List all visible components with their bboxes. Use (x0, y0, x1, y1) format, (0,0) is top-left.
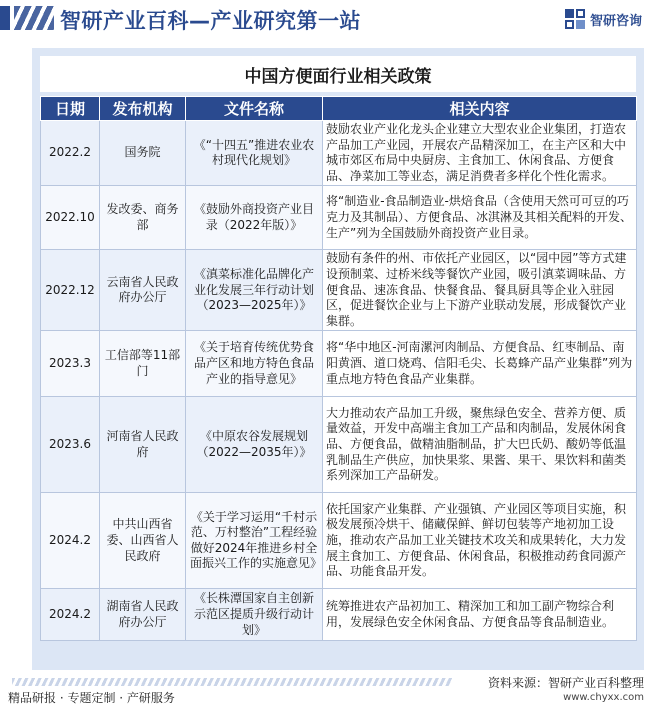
cell-date: 2023.3 (41, 331, 100, 397)
table-row (41, 493, 637, 589)
footer (0, 674, 652, 706)
site-title: 智研产业百科—产业研究第一站 (60, 9, 361, 33)
cell-date: 2022.2 (41, 121, 100, 186)
cell-org: 中共山西省委、山西省人民政府 (100, 493, 186, 589)
table-header-row (41, 97, 637, 121)
data-source: 资料来源：智研产业百科整理 (487, 676, 644, 690)
brand-logo (565, 9, 642, 29)
cell-date: 2022.10 (41, 186, 100, 250)
table-row (41, 397, 637, 493)
cell-org: 云南省人民政府办公厅 (100, 250, 186, 331)
cell-org: 湖南省人民政府办公厅 (100, 589, 186, 641)
cell-doc: 《关于培育传统优势食品产区和地方特色食品产业的指导意见》 (186, 331, 323, 397)
cell-content: 依托国家产业集群、产业强镇、产业园区等项目实施，积极发展预冷烘干、储藏保鲜、鲜切包装等产地初加工设施，推动农产品加工业关键技术攻关和成果转化，大力发展主食加工、方便食品、休闲食品，积极推动药食同源产品、功能食品开发。 (323, 493, 637, 589)
cell-date: 2024.2 (41, 589, 100, 641)
brand-logo-icon (565, 9, 585, 29)
cell-content: 鼓励农业产业化龙头企业建立大型农业企业集团，打造农产品加工产业园，开展农产品精深加工，在主产区和大中城市郊区布局中央厨房、主食加工、休闲食品、方便食品、净菜加工等业态，满足消费者多样化个性化需求。 (323, 121, 637, 186)
header-stripes (14, 6, 54, 30)
cell-date: 2022.12 (41, 250, 100, 331)
table-row (41, 589, 637, 641)
cell-doc: 《“十四五”推进农业农村现代化规划》 (186, 121, 323, 186)
cell-date: 2024.2 (41, 493, 100, 589)
header-bar (0, 0, 652, 40)
table-row (41, 331, 637, 397)
cell-org: 国务院 (100, 121, 186, 186)
column-header-org: 发布机构 (100, 97, 186, 121)
policy-table (40, 96, 637, 641)
footer-stripes (12, 678, 452, 686)
cell-doc: 《滇菜标准化品牌化产业化发展三年行动计划（2023—2025年）》 (186, 250, 323, 331)
table-title: 中国方便面行业相关政策 (40, 56, 636, 92)
footer-services: 精品研报 · 专题定制 · 产研服务 (8, 691, 175, 705)
cell-content: 鼓励有条件的州、市依托产业园区，以“园中园”等方式建设预制菜、过桥米线等餐饮产业园，吸引滇菜调味品、方便食品、速冻食品、快餐食品、餐具厨具等企业入驻园区，促进餐饮企业与上下游产业联动发展，形成餐饮产业集群。 (323, 250, 637, 331)
brand-name: 智研咨询 (589, 13, 642, 29)
cell-org: 河南省人民政府 (100, 397, 186, 493)
cell-content: 将“华中地区-河南漯河肉制品、方便食品、红枣制品、南阳黄酒、道口烧鸡、信阳毛尖、长葛蜂产品产业集群”列为重点地方特色食品产业集群。 (323, 331, 637, 397)
table-row (41, 186, 637, 250)
header-accent-bar (0, 6, 10, 30)
cell-doc: 《鼓励外商投资产业目录（2022年版）》 (186, 186, 323, 250)
cell-org: 发改委、商务部 (100, 186, 186, 250)
column-header-doc: 文件名称 (186, 97, 323, 121)
cell-org: 工信部等11部门 (100, 331, 186, 397)
column-header-date: 日期 (41, 97, 100, 121)
cell-content: 统筹推进农产品初加工、精深加工和加工副产物综合利用，发展绿色安全休闲食品、方便食品等食品制造业。 (323, 589, 637, 641)
cell-doc: 《中原农谷发展规划（2022—2035年）》 (186, 397, 323, 493)
cell-date: 2023.6 (41, 397, 100, 493)
table-row (41, 250, 637, 331)
cell-doc: 《长株潭国家自主创新示范区提质升级行动计划》 (186, 589, 323, 641)
cell-content: 大力推动农产品加工升级，聚焦绿色安全、营养方便、质量效益，开发中高端主食加工产品和肉制品，发展休闲食品、方便食品，做精油脂制品，扩大巴氏奶、酸奶等低温乳制品生产供应，加快果浆、果酱、果干、果饮料和菌类系列深加工产品研发。 (323, 397, 637, 493)
footer-site-url: www.chyxx.com (563, 692, 644, 703)
table-row (41, 121, 637, 186)
cell-doc: 《关于学习运用“千村示范、万村整治”工程经验做好2024年推进乡村全面振兴工作的实施意见》 (186, 493, 323, 589)
column-header-content: 相关内容 (323, 97, 637, 121)
cell-content: 将“制造业-食品制造业-烘焙食品（含使用天然可可豆的巧克力及其制品）、方便食品、冰淇淋及其相关配料的开发、生产”列为全国鼓励外商投资产业目录。 (323, 186, 637, 250)
